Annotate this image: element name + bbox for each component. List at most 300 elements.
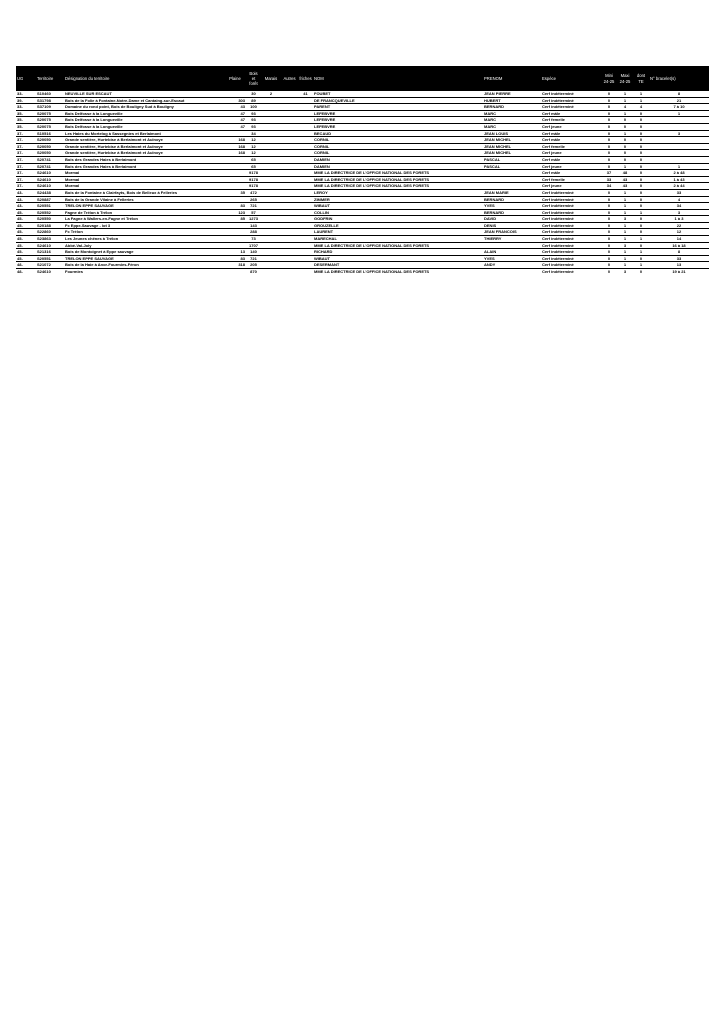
cell-bois: 73 <box>246 236 261 243</box>
cell-autres <box>281 110 298 117</box>
cell-autres <box>281 269 298 275</box>
cell-autres <box>281 203 298 210</box>
cell-prenom: JEAN MARIE <box>483 189 541 196</box>
cell-dont-te: 0 <box>633 117 649 124</box>
table-row <box>16 150 709 157</box>
cell-prenom: DENIS <box>483 222 541 229</box>
cell-ug: 37- <box>16 130 36 137</box>
cell-maxi: 3 <box>623 269 627 275</box>
cell-mini: 0 <box>601 104 617 111</box>
cell-territoire: S20050 <box>36 143 64 150</box>
cell-bois: 57 <box>246 209 261 216</box>
cell-espece: Cerf indéterminé <box>541 249 601 256</box>
cell-marais <box>261 117 281 124</box>
cell-maxi: 4 <box>617 104 633 111</box>
cell-maxi: 1 <box>617 196 633 203</box>
table-row <box>16 269 709 275</box>
cell-espece: Cerf indéterminé <box>541 189 601 196</box>
cell-nom: DAMIEN <box>313 156 483 163</box>
cell-espece: Cerf indéterminé <box>541 196 601 203</box>
cell-plaine <box>224 222 246 229</box>
cell-bracelets: 22 <box>649 222 709 229</box>
table-row <box>16 183 709 190</box>
cell-bois: 9178 <box>246 183 261 190</box>
cell-bracelets: 16 à 18 <box>649 242 709 249</box>
cell-maxi: 1 <box>617 209 633 216</box>
cell-territoire: S31798 <box>36 97 64 104</box>
cell-marais <box>261 249 281 256</box>
table-row <box>16 163 709 170</box>
cell-designation: Bois Delfosse à la Longueville <box>64 123 224 130</box>
cell-designation: NEUVILLE SUR ESCAUT <box>64 91 224 97</box>
cell-friches <box>298 269 313 275</box>
cell-territoire: S10516 <box>36 130 64 137</box>
cell-marais <box>261 130 281 137</box>
cell-bracelets: 7 à 10 <box>649 104 709 111</box>
cell-bois: 93 <box>246 110 261 117</box>
cell-maxi: 1 <box>617 249 633 256</box>
cell-bracelets: 1 à 43 <box>649 176 709 183</box>
cell-bracelets <box>649 123 709 130</box>
cell-territoire: S20741 <box>36 163 64 170</box>
table-row <box>16 170 709 177</box>
cell-dont-te: 0 <box>633 163 649 170</box>
cell-autres <box>281 150 298 157</box>
cell-marais <box>261 269 281 275</box>
column-header-territoire: Territoire <box>37 75 54 81</box>
cell-territoire: S21316 <box>36 249 64 256</box>
cell-ug: 43- <box>16 196 36 203</box>
cell-bracelets: 33 <box>649 189 709 196</box>
cell-nom: GROUZELLE <box>313 222 483 229</box>
cell-friches <box>298 189 313 196</box>
cell-bois: 65 <box>246 156 261 163</box>
cell-marais <box>261 196 281 203</box>
cell-maxi: 1 <box>617 91 633 97</box>
cell-nom: MME LA DIRECTRICE DE L'OFFICE NATIONAL DES FORETS <box>313 183 483 190</box>
cell-designation: Mormal <box>64 176 224 183</box>
cell-mini: 0 <box>601 137 617 144</box>
cell-bois: 288 <box>246 229 261 236</box>
cell-bois: 12 <box>246 150 261 157</box>
table-row <box>16 189 709 196</box>
cell-mini: 0 <box>607 269 611 275</box>
cell-maxi: 3 <box>617 242 633 249</box>
header-row <box>16 66 709 91</box>
cell-prenom: JEAN PIERRE <box>483 91 541 97</box>
cell-ug: 37- <box>16 143 36 150</box>
cell-bois: 93 <box>246 123 261 130</box>
cell-bracelets: 2 à 48 <box>649 170 709 177</box>
cell-dont-te: 0 <box>633 170 649 177</box>
cell-designation: TRELON EPPE SAUVAGE <box>64 255 224 262</box>
cell-designation: Bois Delfosse à la Longueville <box>64 110 224 117</box>
cell-nom: CORNIL <box>313 150 483 157</box>
cell-mini: 0 <box>601 189 617 196</box>
cell-marais <box>261 236 281 243</box>
cell-prenom <box>483 183 541 190</box>
cell-bracelets <box>649 150 709 157</box>
cell-maxi: 0 <box>617 150 633 157</box>
cell-nom: WIBAUT <box>313 203 483 210</box>
cell-prenom: MARC <box>483 110 541 117</box>
cell-mini: 0 <box>601 97 617 104</box>
cell-friches <box>298 163 313 170</box>
cell-prenom: JEAN MICHEL <box>483 150 541 157</box>
cell-marais <box>261 216 281 223</box>
cell-friches <box>298 229 313 236</box>
cell-designation: TRELON EPPE SAUVAGE <box>64 203 224 210</box>
cell-bracelets: 12 <box>649 229 709 236</box>
cell-autres <box>281 156 298 163</box>
cell-maxi: 1 <box>617 130 633 137</box>
cell-mini: 0 <box>601 156 617 163</box>
cell-friches <box>298 236 313 243</box>
cell-bracelets: 1 <box>649 110 709 117</box>
cell-marais <box>261 150 281 157</box>
cell-prenom: YVES <box>483 255 541 262</box>
table-row <box>16 203 709 210</box>
cell-nom: MME LA DIRECTRICE DE L'OFFICE NATIONAL DES FORETS <box>313 242 483 249</box>
cell-territoire: S20887 <box>36 196 64 203</box>
cell-nom: RICHARD <box>313 249 483 256</box>
cell-nom: DESERMANT <box>313 262 483 269</box>
table-row <box>16 229 709 236</box>
cell-autres <box>281 216 298 223</box>
cell-autres <box>281 130 298 137</box>
cell-nom: CORNIL <box>313 143 483 150</box>
cell-designation: Bois de la Fontaine à Clairfayts, Bois de Belleux à Felleries <box>64 189 224 196</box>
hunting-plan-table <box>16 66 709 275</box>
cell-nom: LAURENT <box>313 229 483 236</box>
cell-friches <box>298 117 313 124</box>
cell-mini: 0 <box>601 222 617 229</box>
cell-maxi: 1 <box>617 222 633 229</box>
cell-mini: 0 <box>601 236 617 243</box>
column-header-ug: UG <box>17 75 24 81</box>
cell-plaine <box>224 163 246 170</box>
cell-prenom: ALAIN <box>483 249 541 256</box>
cell-plaine: 318 <box>224 262 246 269</box>
cell-espece: Cerf indéterminé <box>541 262 601 269</box>
table-row <box>16 104 709 111</box>
cell-ug: 37- <box>16 183 36 190</box>
cell-bois: 265 <box>246 196 261 203</box>
cell-bois: 12 <box>246 143 261 150</box>
cell-dont-te: 1 <box>633 262 649 269</box>
cell-prenom: MARC <box>483 117 541 124</box>
cell-marais <box>261 176 281 183</box>
cell-friches <box>298 156 313 163</box>
table-row <box>16 143 709 150</box>
cell-dont-te: 0 <box>633 110 649 117</box>
cell-espece: Cerf indéterminé <box>541 255 601 262</box>
table-row <box>16 249 709 256</box>
cell-dont-te: 1 <box>633 97 649 104</box>
cell-plaine <box>224 183 246 190</box>
cell-dont-te: 4 <box>633 104 649 111</box>
table-row <box>16 97 709 104</box>
cell-espece: Cerf mâle <box>541 110 601 117</box>
cell-maxi: 1 <box>617 110 633 117</box>
cell-marais <box>261 189 281 196</box>
cell-prenom: ANDY <box>483 262 541 269</box>
cell-mini: 0 <box>601 163 617 170</box>
cell-designation: Fc Trélon <box>64 229 224 236</box>
cell-espece: Cerf mâle <box>541 156 601 163</box>
cell-ug: 33- <box>16 91 36 97</box>
cell-bracelets <box>649 156 709 163</box>
cell-maxi: 48 <box>617 170 633 177</box>
cell-espece: Cerf indéterminé <box>541 104 601 111</box>
cell-mini: 0 <box>601 123 617 130</box>
cell-nom: WIBAUT <box>313 255 483 262</box>
cell-espece: Cerf femelle <box>541 143 601 150</box>
cell-autres <box>281 255 298 262</box>
cell-ug: 39- <box>16 97 36 104</box>
cell-maxi: 1 <box>617 203 633 210</box>
cell-espece: Cerf jeune <box>541 150 601 157</box>
cell-plaine <box>224 130 246 137</box>
cell-marais <box>261 123 281 130</box>
cell-territoire: S24610 <box>37 269 51 275</box>
cell-ug: 45- <box>16 216 36 223</box>
cell-friches <box>298 104 313 111</box>
cell-friches <box>298 242 313 249</box>
cell-bracelets: 33 <box>649 255 709 262</box>
cell-plaine: 168 <box>224 137 246 144</box>
cell-bracelets: 1 à 3 <box>649 216 709 223</box>
column-header-dont-te: dont TE <box>636 73 646 84</box>
cell-ug: 35- <box>16 123 36 130</box>
cell-nom: MARECHAL <box>313 236 483 243</box>
cell-autres <box>281 236 298 243</box>
cell-nom: LEFEBVRE <box>313 117 483 124</box>
cell-dont-te: 0 <box>633 229 649 236</box>
cell-friches <box>298 150 313 157</box>
spreadsheet-page <box>16 66 709 275</box>
cell-ug: 45- <box>16 249 36 256</box>
cell-friches <box>298 176 313 183</box>
cell-marais <box>261 222 281 229</box>
cell-dont-te: 0 <box>633 196 649 203</box>
cell-marais <box>261 97 281 104</box>
column-header-autres: Autres <box>283 75 296 81</box>
cell-maxi: 0 <box>617 156 633 163</box>
cell-prenom: MARC <box>483 123 541 130</box>
cell-nom: MME LA DIRECTRICE DE L'OFFICE NATIONAL DES FORETS <box>314 269 430 275</box>
cell-plaine: 83 <box>224 203 246 210</box>
cell-maxi: 43 <box>617 176 633 183</box>
cell-bracelets: 13 <box>649 262 709 269</box>
table-row <box>16 176 709 183</box>
cell-dont-te: 0 <box>633 156 649 163</box>
cell-designation: Les Jeunes chênes à Trélon <box>64 236 224 243</box>
table-row <box>16 262 709 269</box>
cell-prenom: YVES <box>483 203 541 210</box>
table-row <box>16 216 709 223</box>
cell-maxi: 43 <box>617 183 633 190</box>
cell-espece: Cerf indéterminé <box>541 91 601 97</box>
column-header-friches: friches <box>299 75 312 81</box>
cell-dont-te: 0 <box>633 222 649 229</box>
cell-bracelets: 3 <box>649 209 709 216</box>
cell-nom: LEROY <box>313 189 483 196</box>
cell-friches <box>298 110 313 117</box>
cell-marais <box>261 170 281 177</box>
cell-ug: 37- <box>16 163 36 170</box>
cell-plaine: 43 <box>224 104 246 111</box>
cell-autres <box>281 117 298 124</box>
cell-prenom: THIERRY <box>483 236 541 243</box>
cell-prenom: PASCAL <box>483 163 541 170</box>
cell-plaine <box>224 236 246 243</box>
cell-plaine <box>224 170 246 177</box>
cell-dont-te: 0 <box>633 183 649 190</box>
table-header <box>16 66 709 91</box>
cell-autres <box>281 209 298 216</box>
cell-ug: 43- <box>16 203 36 210</box>
cell-prenom: JEAN FRANCOIS <box>483 229 541 236</box>
cell-territoire: S21072 <box>36 262 64 269</box>
cell-nom: PARENT <box>313 104 483 111</box>
cell-friches <box>298 203 313 210</box>
cell-designation: Domaine du rond point, Bois de Bouligny Sud à Bouligny <box>64 104 224 111</box>
cell-espece: Cerf indéterminé <box>541 97 601 104</box>
cell-designation: Les Haies du Mortelog à Sassegnies et Berlaimont <box>64 130 224 137</box>
cell-mini: 33 <box>601 176 617 183</box>
cell-plaine <box>224 196 246 203</box>
cell-designation: Bois de Montoignet à Eppe sauvage <box>64 249 224 256</box>
cell-designation: Fourmies <box>65 269 84 275</box>
cell-espece: Cerf indéterminé <box>541 236 601 243</box>
cell-designation: Bois de la Folie à Fontaine-Notre-Dame et Cantaing-sur-Escaut <box>64 97 224 104</box>
cell-mini: 0 <box>601 262 617 269</box>
cell-bois: 9178 <box>246 170 261 177</box>
cell-ug: 45- <box>16 255 36 262</box>
cell-territoire: S20552 <box>36 209 64 216</box>
cell-bracelets: 19 à 21 <box>672 269 686 275</box>
cell-mini: 0 <box>601 249 617 256</box>
cell-friches <box>298 123 313 130</box>
cell-plaine <box>224 269 246 275</box>
cell-territoire: S20188 <box>36 222 64 229</box>
cell-nom: FOUBET <box>313 91 483 97</box>
cell-espece: Cerf indéterminé <box>541 222 601 229</box>
cell-friches <box>298 137 313 144</box>
cell-territoire: S24438 <box>36 189 64 196</box>
cell-bracelets: 14 <box>649 236 709 243</box>
cell-autres <box>281 176 298 183</box>
cell-espece: Cerf indéterminé <box>542 269 574 275</box>
cell-marais <box>261 209 281 216</box>
cell-dont-te: 0 <box>633 130 649 137</box>
table-row <box>16 137 709 144</box>
cell-territoire: S24610 <box>36 242 64 249</box>
cell-bois: 30 <box>246 91 261 97</box>
cell-dont-te: 0 <box>633 176 649 183</box>
cell-designation: Grande sentière, Hurtebise à Berlaimont et Aulnoye <box>64 143 224 150</box>
table-body <box>16 91 709 275</box>
cell-prenom: DAVID <box>483 216 541 223</box>
cell-autres <box>281 229 298 236</box>
cell-bracelets: 2 à 44 <box>649 183 709 190</box>
cell-friches <box>298 262 313 269</box>
cell-plaine: 168 <box>224 150 246 157</box>
cell-nom: BECAUD <box>313 130 483 137</box>
cell-marais <box>261 104 281 111</box>
cell-designation: La Fagne à Wallers-en-Fagne et Trélon <box>64 216 224 223</box>
cell-espece: Cerf femelle <box>541 117 601 124</box>
cell-mini: 0 <box>601 130 617 137</box>
cell-plaine <box>224 156 246 163</box>
cell-ug: 43- <box>16 189 36 196</box>
cell-espece: Cerf jeune <box>541 163 601 170</box>
cell-maxi: 0 <box>617 137 633 144</box>
cell-espece: Cerf indéterminé <box>541 242 601 249</box>
table-row <box>16 117 709 124</box>
cell-territoire: S20075 <box>36 110 64 117</box>
cell-mini: 0 <box>601 242 617 249</box>
cell-marais <box>261 262 281 269</box>
cell-mini: 0 <box>601 143 617 150</box>
cell-autres <box>281 262 298 269</box>
cell-autres <box>281 170 298 177</box>
cell-mini: 0 <box>601 216 617 223</box>
cell-autres <box>281 189 298 196</box>
column-header-designation: Désignation du territoire <box>65 75 110 81</box>
cell-bracelets: 4 <box>649 196 709 203</box>
cell-nom: DE FRANCQUEVILLE <box>313 97 483 104</box>
cell-bois: 34 <box>246 130 261 137</box>
cell-dont-te: 1 <box>633 91 649 97</box>
cell-designation: Bois de la Grande Vilaine à Felleries <box>64 196 224 203</box>
table-row <box>16 255 709 262</box>
cell-bois: 1707 <box>246 242 261 249</box>
cell-plaine: 47 <box>224 123 246 130</box>
cell-autres <box>281 183 298 190</box>
cell-territoire: S20075 <box>36 117 64 124</box>
cell-prenom <box>483 176 541 183</box>
cell-ug: 37- <box>16 170 36 177</box>
cell-designation: Bois Delfosse à la Longueville <box>64 117 224 124</box>
cell-prenom: PASCAL <box>483 156 541 163</box>
cell-autres <box>281 104 298 111</box>
cell-bracelets: 8 <box>649 91 709 97</box>
cell-prenom <box>483 242 541 249</box>
cell-autres <box>281 163 298 170</box>
cell-nom: MME LA DIRECTRICE DE L'OFFICE NATIONAL DES FORETS <box>313 176 483 183</box>
column-header-marais: Marais <box>264 75 278 81</box>
cell-friches <box>298 130 313 137</box>
cell-plaine: 47 <box>224 110 246 117</box>
cell-maxi: 1 <box>617 255 633 262</box>
cell-territoire: S37109 <box>36 104 64 111</box>
cell-friches <box>298 222 313 229</box>
cell-bois: 205 <box>246 262 261 269</box>
cell-dont-te: 0 <box>633 255 649 262</box>
cell-ug: 37- <box>16 176 36 183</box>
cell-friches <box>298 249 313 256</box>
cell-marais <box>261 203 281 210</box>
cell-bois: 143 <box>246 222 261 229</box>
cell-bracelets: 1 <box>649 163 709 170</box>
cell-bois: 870 <box>250 269 257 275</box>
column-header-bracelets: N° bracelet(s) <box>650 75 676 81</box>
cell-prenom: JEAN MICHEL <box>483 137 541 144</box>
table-row <box>16 196 709 203</box>
cell-bois: 89 <box>246 97 261 104</box>
